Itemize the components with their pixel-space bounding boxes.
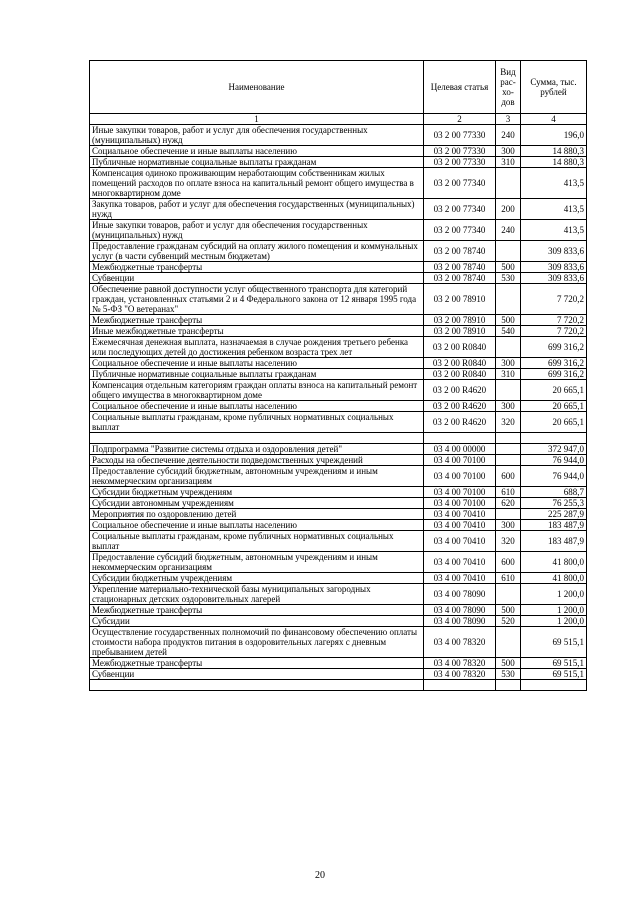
row-name: Иные закупки товаров, работ и услуг для обеспечения государственных (муниципальных) нужд (90, 125, 424, 146)
column-number-row (90, 114, 587, 125)
table-row (90, 241, 587, 262)
row-expense-type: 320 (496, 412, 521, 433)
row-target-article: 03 2 00 R0840 (424, 369, 496, 380)
table-row (90, 455, 587, 466)
row-name (90, 680, 424, 691)
table-row (90, 220, 587, 241)
row-target-article: 03 4 00 78090 (424, 616, 496, 627)
table-row (90, 509, 587, 520)
row-target-article: 03 2 00 78740 (424, 262, 496, 273)
table-row (90, 412, 587, 433)
row-expense-type: 310 (496, 369, 521, 380)
table-row (90, 380, 587, 401)
row-name: Предоставление гражданам субсидий на оплату жилого помещения и коммунальных услуг (в части субвенций местным бюджетам) (90, 241, 424, 262)
row-expense-type (496, 509, 521, 520)
row-target-article: 03 4 00 70410 (424, 552, 496, 573)
table-row (90, 627, 587, 658)
table-row (90, 125, 587, 146)
row-amount: 225 287,9 (521, 509, 587, 520)
row-name: Мероприятия по оздоровлению детей (90, 509, 424, 520)
row-name: Социальные выплаты гражданам, кроме публичных нормативных социальных выплат (90, 412, 424, 433)
row-amount: 309 833,6 (521, 262, 587, 273)
header-expense-type: Вид рас-хо-дов (496, 61, 521, 114)
row-expense-type (496, 627, 521, 658)
row-expense-type: 200 (496, 199, 521, 220)
row-name: Иные межбюджетные трансферты (90, 326, 424, 337)
row-amount: 1 200,0 (521, 584, 587, 605)
row-expense-type: 600 (496, 552, 521, 573)
row-expense-type: 600 (496, 466, 521, 487)
row-amount: 7 720,2 (521, 315, 587, 326)
row-expense-type (496, 284, 521, 315)
row-amount: 413,5 (521, 168, 587, 199)
row-expense-type: 540 (496, 326, 521, 337)
row-name: Субсидии бюджетным учреждениям (90, 487, 424, 498)
row-amount: 1 200,0 (521, 616, 587, 627)
row-target-article: 03 2 00 77330 (424, 146, 496, 157)
table-row (90, 584, 587, 605)
row-expense-type: 620 (496, 498, 521, 509)
row-name: Иные закупки товаров, работ и услуг для обеспечения государственных (муниципальных) нужд (90, 220, 424, 241)
row-name: Субсидии (90, 616, 424, 627)
table-row (90, 326, 587, 337)
row-amount: 20 665,1 (521, 380, 587, 401)
row-name: Субсидии бюджетным учреждениям (90, 573, 424, 584)
row-amount: 413,5 (521, 199, 587, 220)
row-target-article: 03 4 00 78320 (424, 627, 496, 658)
row-expense-type: 500 (496, 262, 521, 273)
row-target-article: 03 4 00 70410 (424, 520, 496, 531)
row-target-article: 03 4 00 00000 (424, 444, 496, 455)
row-amount: 69 515,1 (521, 627, 587, 658)
row-target-article: 03 4 00 78090 (424, 584, 496, 605)
row-name: Социальное обеспечение и иные выплаты населению (90, 358, 424, 369)
column-number: 1 (90, 114, 424, 125)
row-target-article: 03 4 00 70410 (424, 509, 496, 520)
row-amount: 196,0 (521, 125, 587, 146)
row-amount: 688,7 (521, 487, 587, 498)
row-target-article: 03 4 00 70100 (424, 498, 496, 509)
table-row (90, 168, 587, 199)
row-expense-type: 610 (496, 487, 521, 498)
header-name: Наименование (90, 61, 424, 114)
row-amount: 7 720,2 (521, 284, 587, 315)
row-name: Закупка товаров, работ и услуг для обеспечения государственных (муниципальных) нужд (90, 199, 424, 220)
row-amount: 14 880,3 (521, 146, 587, 157)
row-expense-type: 300 (496, 358, 521, 369)
row-name: Осуществление государственных полномочий по финансовому обеспечению оплаты стоимости набора продуктов питания в оздоровительных лагерях с дневным пребыванием детей (90, 627, 424, 658)
row-target-article: 03 2 00 78910 (424, 326, 496, 337)
row-target-article (424, 680, 496, 691)
row-target-article: 03 2 00 R4620 (424, 401, 496, 412)
row-name: Компенсация одиноко проживающим неработающим собственникам жилых помещений расходов по оплате взноса на капитальный ремонт общего имущества в многоквартирном доме (90, 168, 424, 199)
table-row (90, 433, 587, 444)
row-amount (521, 433, 587, 444)
row-target-article: 03 4 00 70100 (424, 487, 496, 498)
column-number: 3 (496, 114, 521, 125)
row-expense-type: 300 (496, 146, 521, 157)
row-target-article: 03 2 00 78740 (424, 273, 496, 284)
header-amount: Сумма, тыс. рублей (521, 61, 587, 114)
table-row (90, 531, 587, 552)
row-expense-type: 610 (496, 573, 521, 584)
row-target-article: 03 2 00 R0840 (424, 358, 496, 369)
table-row (90, 573, 587, 584)
row-amount: 76 255,3 (521, 498, 587, 509)
row-name: Предоставление субсидий бюджетным, автономным учреждениям и иным некоммерческим организациям (90, 552, 424, 573)
column-number: 4 (521, 114, 587, 125)
budget-table (89, 60, 587, 691)
row-expense-type (496, 241, 521, 262)
row-expense-type: 530 (496, 273, 521, 284)
row-target-article: 03 2 00 78910 (424, 315, 496, 326)
row-target-article: 03 2 00 77340 (424, 168, 496, 199)
row-name: Публичные нормативные социальные выплаты гражданам (90, 157, 424, 168)
row-name: Укрепление материально-технической базы муниципальных загородных стационарных детских оздоровительных лагерей (90, 584, 424, 605)
row-amount: 76 944,0 (521, 466, 587, 487)
row-target-article: 03 2 00 77340 (424, 199, 496, 220)
row-amount: 41 800,0 (521, 573, 587, 584)
table-row (90, 358, 587, 369)
row-amount: 41 800,0 (521, 552, 587, 573)
table-row (90, 262, 587, 273)
row-expense-type: 300 (496, 520, 521, 531)
row-expense-type (496, 168, 521, 199)
row-target-article: 03 2 00 77330 (424, 157, 496, 168)
row-expense-type: 240 (496, 125, 521, 146)
table-row (90, 616, 587, 627)
table-row (90, 401, 587, 412)
row-name: Ежемесячная денежная выплата, назначаемая в случае рождения третьего ребенка или последующих детей до достижения ребенком возраста трех лет (90, 337, 424, 358)
table-row (90, 146, 587, 157)
row-target-article: 03 2 00 78740 (424, 241, 496, 262)
table-row (90, 498, 587, 509)
row-name: Субвенции (90, 669, 424, 680)
row-expense-type (496, 444, 521, 455)
row-name (90, 433, 424, 444)
row-expense-type (496, 680, 521, 691)
row-expense-type: 320 (496, 531, 521, 552)
row-target-article: 03 4 00 70100 (424, 466, 496, 487)
table-row (90, 466, 587, 487)
table-row (90, 199, 587, 220)
row-amount: 69 515,1 (521, 669, 587, 680)
table-row (90, 273, 587, 284)
row-target-article: 03 2 00 R0840 (424, 337, 496, 358)
row-amount: 69 515,1 (521, 658, 587, 669)
row-expense-type: 310 (496, 157, 521, 168)
row-name: Социальное обеспечение и иные выплаты населению (90, 146, 424, 157)
table-row (90, 157, 587, 168)
row-name: Социальное обеспечение и иные выплаты населению (90, 401, 424, 412)
row-expense-type (496, 337, 521, 358)
row-target-article: 03 2 00 77330 (424, 125, 496, 146)
table-row (90, 680, 587, 691)
table-row (90, 552, 587, 573)
row-expense-type: 530 (496, 669, 521, 680)
table-row (90, 658, 587, 669)
row-target-article: 03 4 00 78320 (424, 658, 496, 669)
table-row (90, 337, 587, 358)
table-row (90, 669, 587, 680)
table-row (90, 284, 587, 315)
row-name: Межбюджетные трансферты (90, 658, 424, 669)
row-amount: 699 316,2 (521, 337, 587, 358)
row-name: Предоставление субсидий бюджетным, автономным учреждениям и иным некоммерческим организациям (90, 466, 424, 487)
row-name: Социальное обеспечение и иные выплаты населению (90, 520, 424, 531)
row-target-article (424, 433, 496, 444)
header-target-article: Целевая статья (424, 61, 496, 114)
row-target-article: 03 4 00 70410 (424, 531, 496, 552)
row-target-article: 03 4 00 70410 (424, 573, 496, 584)
row-expense-type: 300 (496, 401, 521, 412)
row-name: Межбюджетные трансферты (90, 315, 424, 326)
table-row (90, 487, 587, 498)
row-amount: 7 720,2 (521, 326, 587, 337)
row-name: Расходы на обеспечение деятельности подведомственных учреждений (90, 455, 424, 466)
table-row (90, 605, 587, 616)
page-number: 20 (315, 870, 325, 881)
table-row (90, 520, 587, 531)
row-amount: 309 833,6 (521, 241, 587, 262)
row-amount: 20 665,1 (521, 401, 587, 412)
row-expense-type: 500 (496, 658, 521, 669)
row-expense-type: 520 (496, 616, 521, 627)
table-row (90, 444, 587, 455)
header-row (90, 61, 587, 114)
row-expense-type: 500 (496, 315, 521, 326)
column-number: 2 (424, 114, 496, 125)
table-row (90, 315, 587, 326)
row-name: Межбюджетные трансферты (90, 605, 424, 616)
row-amount: 183 487,9 (521, 520, 587, 531)
row-amount (521, 680, 587, 691)
row-target-article: 03 2 00 R4620 (424, 412, 496, 433)
row-expense-type (496, 455, 521, 466)
row-target-article: 03 2 00 77340 (424, 220, 496, 241)
row-name: Компенсация отдельным категориям граждан оплаты взноса на капитальный ремонт общего имущества в многоквартирном доме (90, 380, 424, 401)
row-expense-type: 500 (496, 605, 521, 616)
row-amount: 309 833,6 (521, 273, 587, 284)
row-target-article: 03 4 00 78320 (424, 669, 496, 680)
row-amount: 20 665,1 (521, 412, 587, 433)
row-amount: 14 880,3 (521, 157, 587, 168)
row-amount: 699 316,2 (521, 369, 587, 380)
row-expense-type (496, 584, 521, 605)
row-amount: 1 200,0 (521, 605, 587, 616)
row-target-article: 03 2 00 R4620 (424, 380, 496, 401)
row-amount: 183 487,9 (521, 531, 587, 552)
row-amount: 372 947,0 (521, 444, 587, 455)
row-target-article: 03 4 00 70100 (424, 455, 496, 466)
row-expense-type: 240 (496, 220, 521, 241)
row-target-article: 03 4 00 78090 (424, 605, 496, 616)
row-amount: 413,5 (521, 220, 587, 241)
row-expense-type (496, 433, 521, 444)
row-name: Обеспечение равной доступности услуг общественного транспорта для категорий граждан, установленных статьями 2 и 4 Федерального закона от 12 января 1995 года № 5-ФЗ "О ветеранах" (90, 284, 424, 315)
row-amount: 76 944,0 (521, 455, 587, 466)
row-name: Публичные нормативные социальные выплаты гражданам (90, 369, 424, 380)
row-target-article: 03 2 00 78910 (424, 284, 496, 315)
row-amount: 699 316,2 (521, 358, 587, 369)
row-expense-type (496, 380, 521, 401)
row-name: Социальные выплаты гражданам, кроме публичных нормативных социальных выплат (90, 531, 424, 552)
table-row (90, 369, 587, 380)
row-name: Субвенции (90, 273, 424, 284)
table-body (90, 125, 587, 691)
row-name: Субсидии автономным учреждениям (90, 498, 424, 509)
row-name: Подпрограмма "Развитие системы отдыха и оздоровления детей" (90, 444, 424, 455)
row-name: Межбюджетные трансферты (90, 262, 424, 273)
